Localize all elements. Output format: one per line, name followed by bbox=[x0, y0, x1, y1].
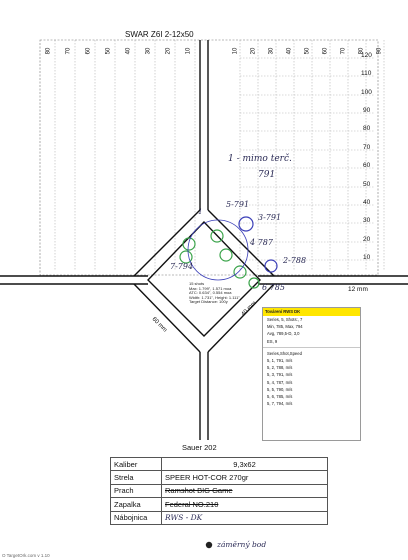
table-value: SPEER HOT-COR 270gr bbox=[162, 471, 328, 484]
tick-label: 50 bbox=[304, 47, 311, 55]
shot-label-4: 4 787 bbox=[250, 238, 273, 247]
table-row bbox=[111, 471, 328, 484]
miss-note: 1 - mimo terč. bbox=[228, 154, 292, 164]
table-key: Strela bbox=[111, 471, 162, 484]
table-key: Kaliber bbox=[111, 458, 162, 471]
tick-label: 70 bbox=[65, 47, 72, 55]
tick-label: 10 bbox=[363, 254, 371, 261]
footer-credit: O TargetOrk.com v 1.10 bbox=[2, 553, 50, 558]
table-value: Federal NO.210 bbox=[162, 498, 328, 511]
series-row: 5, 7, 794, m/s bbox=[267, 401, 293, 407]
table-row bbox=[111, 484, 328, 497]
table-row bbox=[111, 458, 328, 471]
data-line: Min, 785, Max, 794 bbox=[267, 324, 303, 330]
tick-label: 10 bbox=[185, 47, 192, 55]
tick-label: 80 bbox=[45, 47, 52, 55]
group-measurement bbox=[189, 282, 264, 305]
measurement-line: Max: 1.799", 1.571 moa bbox=[189, 285, 232, 291]
series-row: 5, 4, 787, m/s bbox=[267, 379, 293, 385]
tick-label: 100 bbox=[361, 89, 372, 96]
top-scale-grid bbox=[55, 40, 384, 270]
shot-label-3: 3-791 bbox=[258, 213, 282, 222]
measurement-line: 15 shots bbox=[189, 281, 205, 286]
tick-label: 30 bbox=[268, 47, 275, 55]
tick-label: 30 bbox=[145, 47, 152, 55]
table-value: 9,3x62 bbox=[162, 458, 328, 471]
shot-label-2: 2-788 bbox=[283, 256, 307, 265]
tick-label: 40 bbox=[363, 199, 371, 206]
tick-label: 90 bbox=[363, 107, 371, 114]
measurement-line: Target Distance: 100y bbox=[189, 299, 228, 305]
tick-label: 50 bbox=[363, 181, 371, 188]
series-row: 5, 1, 791, m/s bbox=[267, 358, 293, 364]
series-row: 5, 2, 788, m/s bbox=[267, 365, 293, 371]
tick-label: 20 bbox=[165, 47, 172, 55]
tick-label: 60 bbox=[363, 162, 371, 169]
diag-right-label: 40 mm bbox=[240, 300, 258, 318]
shot-label-6: 6 785 bbox=[262, 283, 285, 292]
shot-label-7: 7-794 bbox=[170, 262, 194, 271]
aim-point-note: záměrný bod bbox=[217, 540, 267, 549]
tick-label: 110 bbox=[361, 70, 372, 77]
data-line: ES, 9 bbox=[267, 338, 278, 344]
table-key: Nábojnica bbox=[111, 511, 162, 524]
load-details-table bbox=[110, 457, 328, 525]
tick-label: 50 bbox=[105, 47, 112, 55]
table-row bbox=[111, 498, 328, 511]
data-line: Series, 5, Shots:, 7 bbox=[267, 317, 303, 322]
tick-label: 70 bbox=[363, 144, 371, 151]
table-row bbox=[111, 511, 328, 524]
tick-label: 80 bbox=[358, 47, 365, 55]
tick-label: 40 bbox=[286, 47, 293, 55]
series-header: Series,Shot,Speed bbox=[267, 350, 302, 356]
diag-left-label: 60 mm bbox=[150, 316, 168, 334]
tick-label: 120 bbox=[361, 52, 372, 59]
tick-label: 10 bbox=[232, 47, 239, 55]
tick-label: 30 bbox=[363, 217, 371, 224]
data-box-header: Továrení RWS DK bbox=[263, 308, 360, 316]
tick-label: 90 bbox=[376, 47, 383, 55]
measurement-line: ATC: 0.634", 0.554 moa bbox=[189, 290, 232, 296]
target-title: SWAR Z6I 2-12x50 bbox=[125, 30, 194, 39]
shot-label-1: 1 bbox=[198, 208, 203, 216]
series-row: 5, 3, 791, m/s bbox=[267, 372, 293, 378]
span-label: 12 mm bbox=[348, 286, 368, 293]
series-row: 5, 5, 790, m/s bbox=[267, 386, 293, 392]
table-value: Ramshot BIG Game bbox=[162, 484, 328, 497]
miss-note-value: 791 bbox=[258, 170, 276, 180]
tick-label: 60 bbox=[85, 47, 92, 55]
tick-label: 40 bbox=[125, 47, 132, 55]
table-key: Zapalka bbox=[111, 498, 162, 511]
data-line: Avg, 789,5-D, 3,0 bbox=[267, 331, 300, 337]
tick-label: 20 bbox=[250, 47, 257, 55]
table-value: RWS - DK bbox=[162, 511, 328, 524]
chronograph-data-box bbox=[262, 307, 361, 441]
tick-label: 60 bbox=[322, 47, 329, 55]
rifle-name: Sauer 202 bbox=[182, 443, 217, 452]
measurement-line: Width: 1.731", Height: 1.111" bbox=[189, 294, 240, 300]
shot-group bbox=[180, 217, 277, 288]
series-row: 5, 6, 785, m/s bbox=[267, 394, 293, 400]
tick-label: 20 bbox=[363, 236, 371, 243]
tick-label: 80 bbox=[363, 125, 371, 132]
table-key: Prach bbox=[111, 484, 162, 497]
shot-label-5: 5-791 bbox=[226, 200, 250, 209]
tick-label: 70 bbox=[340, 47, 347, 55]
